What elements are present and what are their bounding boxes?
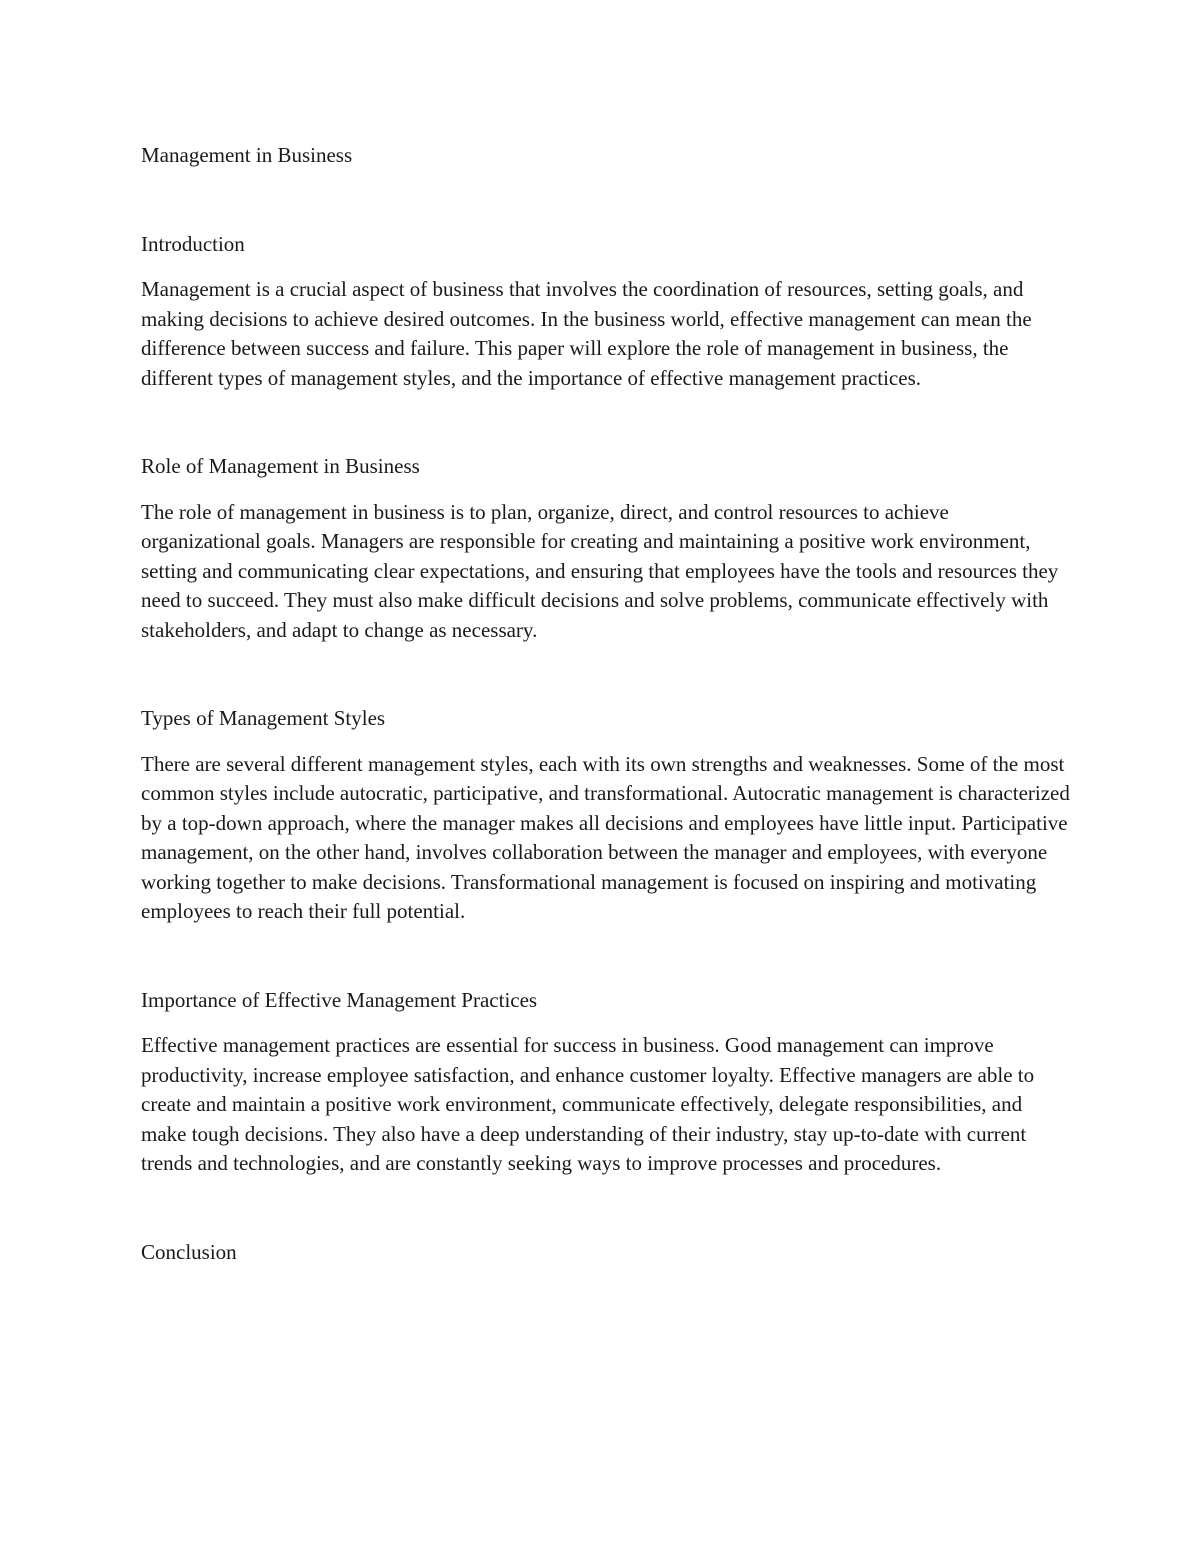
section-body-types-of-styles: There are several different management styles, each with its own strengths and weaknesses. Some of the most common styles include autocratic, participative, and transformational. Autocratic management is characterized by a top-down approach, where the manager makes all decisions and employees have little input. Participative management, on the other hand, involves collaboration between the manager and employees, with everyone working together to make decisions. Transformational management is focused on inspiring and motivating employees to reach their full potential. <box>141 751 1070 923</box>
section-body-introduction: Management is a crucial aspect of business that involves the coordination of resources, setting goals, and making decisions to achieve desired outcomes. In the business world, effective management can mean the difference between success and failure. This paper will explore the role of management in business, the different types of management styles, and the importance of effective management practices. <box>141 277 1032 390</box>
section-heading-importance: Importance of Effective Management Practices <box>141 987 538 1012</box>
section-heading-role-of-management: Role of Management in Business <box>141 454 420 478</box>
section-body-importance: Effective management practices are essential for success in business. Good management can improve productivity, increase employee satisfaction, and enhance customer loyalty. Effective managers are able to create and maintain a positive work environment, communicate effectively, delegate responsibilities, and make tough decisions. They also have a deep understanding of their industry, stay up-to-date with current trends and technologies, and are constantly seeking ways to improve processes and procedures. <box>141 1033 1035 1175</box>
section-heading-types-of-styles: Types of Management Styles <box>141 706 386 730</box>
section-body-role-of-management: The role of management in business is to plan, organize, direct, and control resources to achieve organizational goals. Managers are responsible for creating and maintaining a positive work environment, setting and communicating clear expectations, and ensuring that employees have the tools and resources they need to succeed. They must also make difficult decisions and solve problems, communicate effectively with stakeholders, and adapt to change as necessary. <box>141 499 1059 642</box>
section-heading-introduction: Introduction <box>141 231 245 256</box>
document-title: Management in Business <box>141 143 353 167</box>
document-content <box>141 141 1071 1267</box>
section-heading-conclusion: Conclusion <box>141 1239 237 1264</box>
